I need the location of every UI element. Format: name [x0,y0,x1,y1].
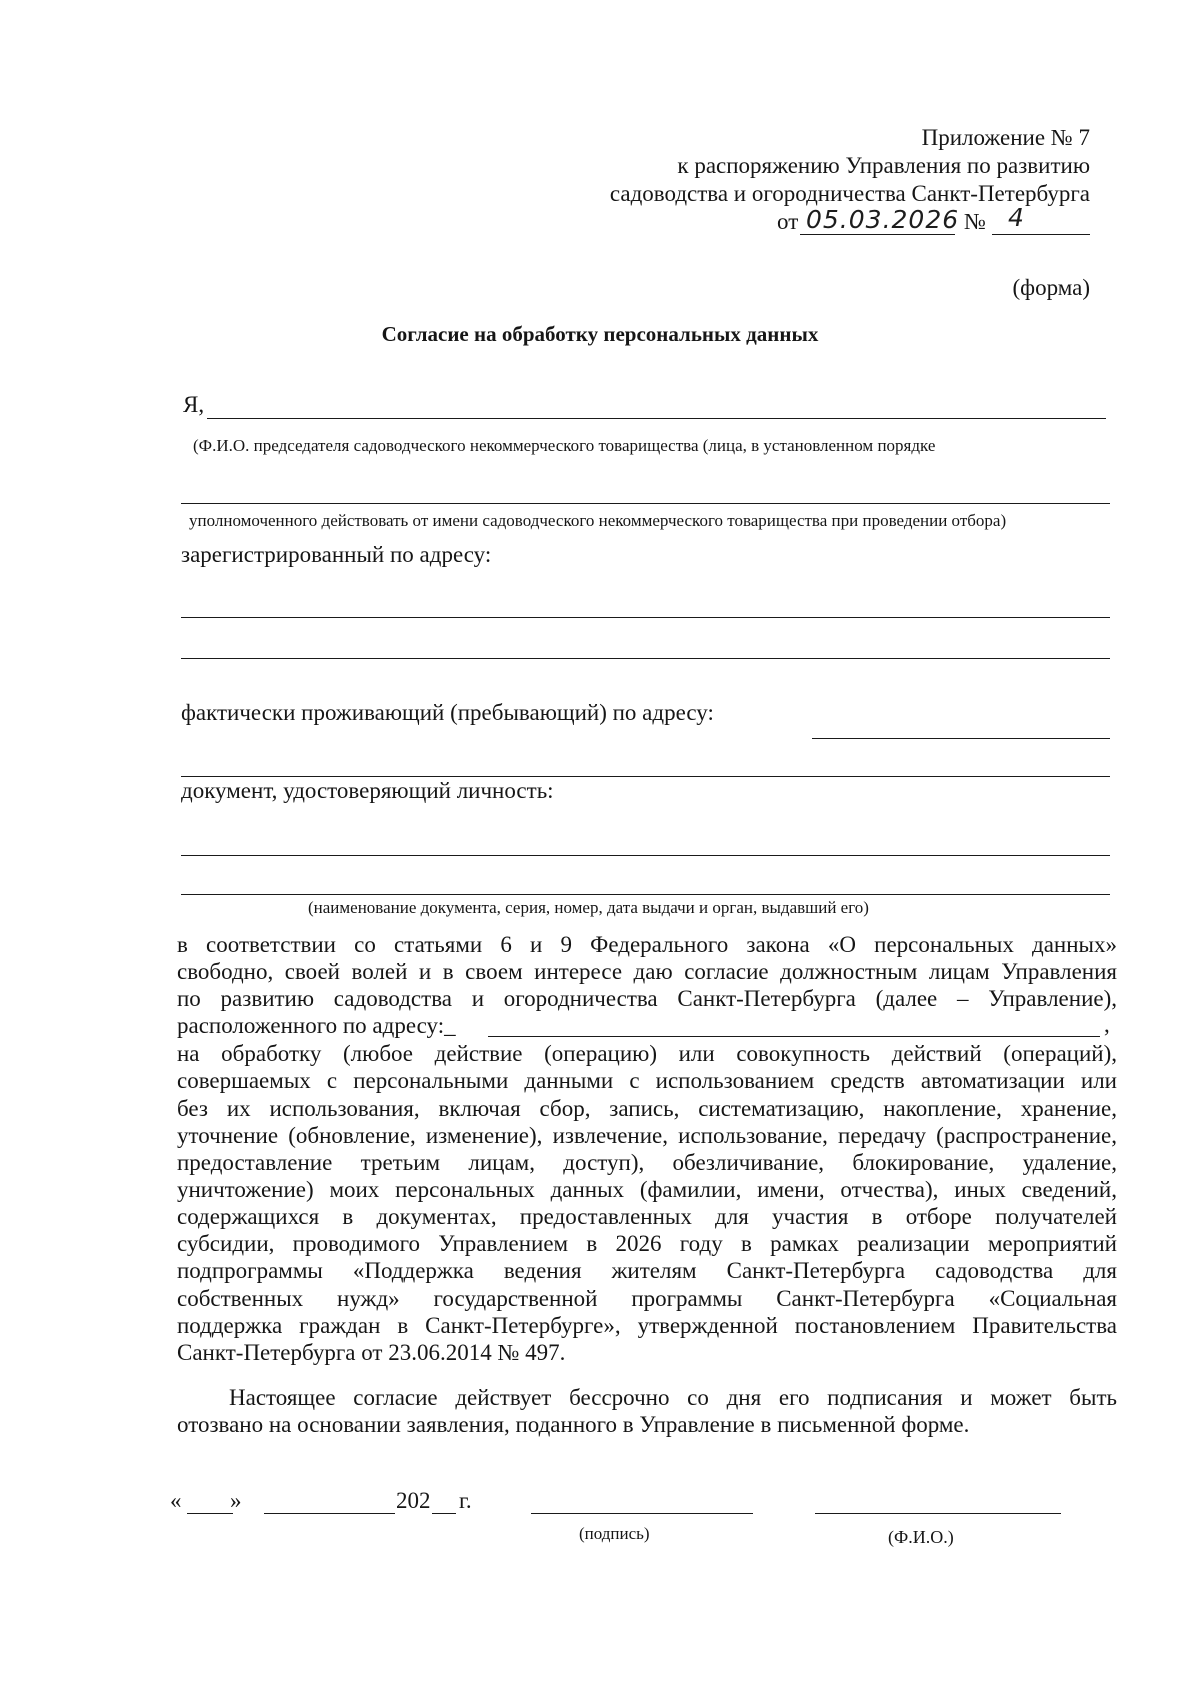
date-year-line[interactable] [432,1513,456,1514]
body-line: предоставление третьим лицам, доступ), обезличивание, блокирование, удаление, [177,1150,1117,1175]
order-number-underline [992,234,1090,235]
body-line: Санкт-Петербурга от 23.06.2014 № 497. [177,1340,566,1365]
date-year-suffix: г. [459,1488,472,1513]
body-line: подпрограммы «Поддержка ведения жителям Санкт-Петербурга садоводства для [177,1258,1117,1283]
fio-signature-caption: (Ф.И.О.) [888,1527,954,1547]
body-line: уточнение (обновление, изменение), извлечение, использование, передачу (распространение, [177,1123,1117,1148]
body-line: содержащихся в документах, предоставленных для участия в отборе получателей [177,1204,1117,1229]
order-date-handwritten: 05.03.2026 [806,205,960,234]
date-year: 202 [396,1488,431,1513]
body-line: собственных нужд» государственной программы Санкт-Петербурга «Социальная [177,1286,1117,1311]
body-line: уничтожение) моих персональных данных (фамилии, имени, отчества), иных сведений, [177,1177,1117,1202]
body-line: совершаемых с персональными данными с использованием средств автоматизации или [177,1068,1117,1093]
date-day-line[interactable] [187,1513,233,1514]
address-comma: , [1104,1012,1110,1037]
actual-address-label: фактически проживающий (пребывающий) по адресу: [181,700,714,725]
registered-address-line-2[interactable] [181,658,1110,659]
order-from-prefix: от [777,209,799,234]
actual-address-line-1[interactable] [812,738,1110,739]
ya-label: Я, [183,392,205,417]
date-month-line[interactable] [264,1513,395,1514]
order-date-underline [800,234,955,235]
fio-input-line[interactable] [207,418,1106,419]
signature-caption: (подпись) [579,1524,650,1543]
body-line: без их использования, включая сбор, запись, систематизацию, накопление, хранение, [177,1096,1117,1121]
appendix-number: Приложение № 7 [921,125,1090,150]
fio-input-line-2[interactable] [181,503,1110,504]
appendix-department-line: садоводства и огородничества Санкт-Петербурга [609,181,1090,206]
form-label: (форма) [1012,275,1090,300]
fio-caption: (Ф.И.О. председателя садоводческого некоммерческого товарищества (лица, в установленном порядке [193,436,936,455]
body-line: по развитию садоводства и огородничества Санкт-Петербурга (далее – Управление), [177,986,1117,1011]
body-line: свободно, своей волей и в своем интересе даю согласие должностным лицам Управления [177,959,1117,984]
fio-caption-continued: уполномоченного действовать от имени садоводческого некоммерческого товарищества при проведении отбора) [189,511,1007,530]
identity-document-label: документ, удостоверяющий личность: [181,778,554,803]
date-quote-open: « [170,1488,182,1513]
document-title: Согласие на обработку персональных данных [381,322,819,346]
appendix-order-line: к распоряжению Управления по развитию [677,153,1090,178]
identity-document-caption: (наименование документа, серия, номер, дата выдачи и орган, выдавший его) [308,898,869,917]
body-line: поддержка граждан в Санкт-Петербурге», утвержденной постановлением Правительства [177,1313,1117,1338]
validity-line: Настоящее согласие действует бессрочно со дня его подписания и может быть [229,1385,1117,1410]
registered-address-line-1[interactable] [181,617,1110,618]
identity-document-line-1[interactable] [181,855,1110,856]
order-number-prefix: № [964,209,986,234]
body-line: на обработку (любое действие (операцию) или совокупность действий (операций), [177,1041,1117,1066]
fio-signature-line[interactable] [815,1513,1061,1514]
validity-line: отозвано на основании заявления, поданного в Управление в письменной форме. [177,1412,970,1437]
signature-line[interactable] [531,1513,753,1514]
date-quote-close: » [230,1488,242,1513]
order-number-handwritten: 4 [1008,203,1025,232]
organization-address-line[interactable] [488,1036,1100,1037]
registered-address-label: зарегистрированный по адресу: [181,542,492,567]
body-line-address: расположенного по адресу:_ [177,1013,456,1038]
identity-document-line-2[interactable] [181,894,1110,895]
actual-address-line-2[interactable] [181,776,1110,777]
body-line: в соответствии со статьями 6 и 9 Федерального закона «О персональных данных» [177,932,1117,957]
body-line: субсидии, проводимого Управлением в 2026 году в рамках реализации мероприятий [177,1231,1117,1256]
